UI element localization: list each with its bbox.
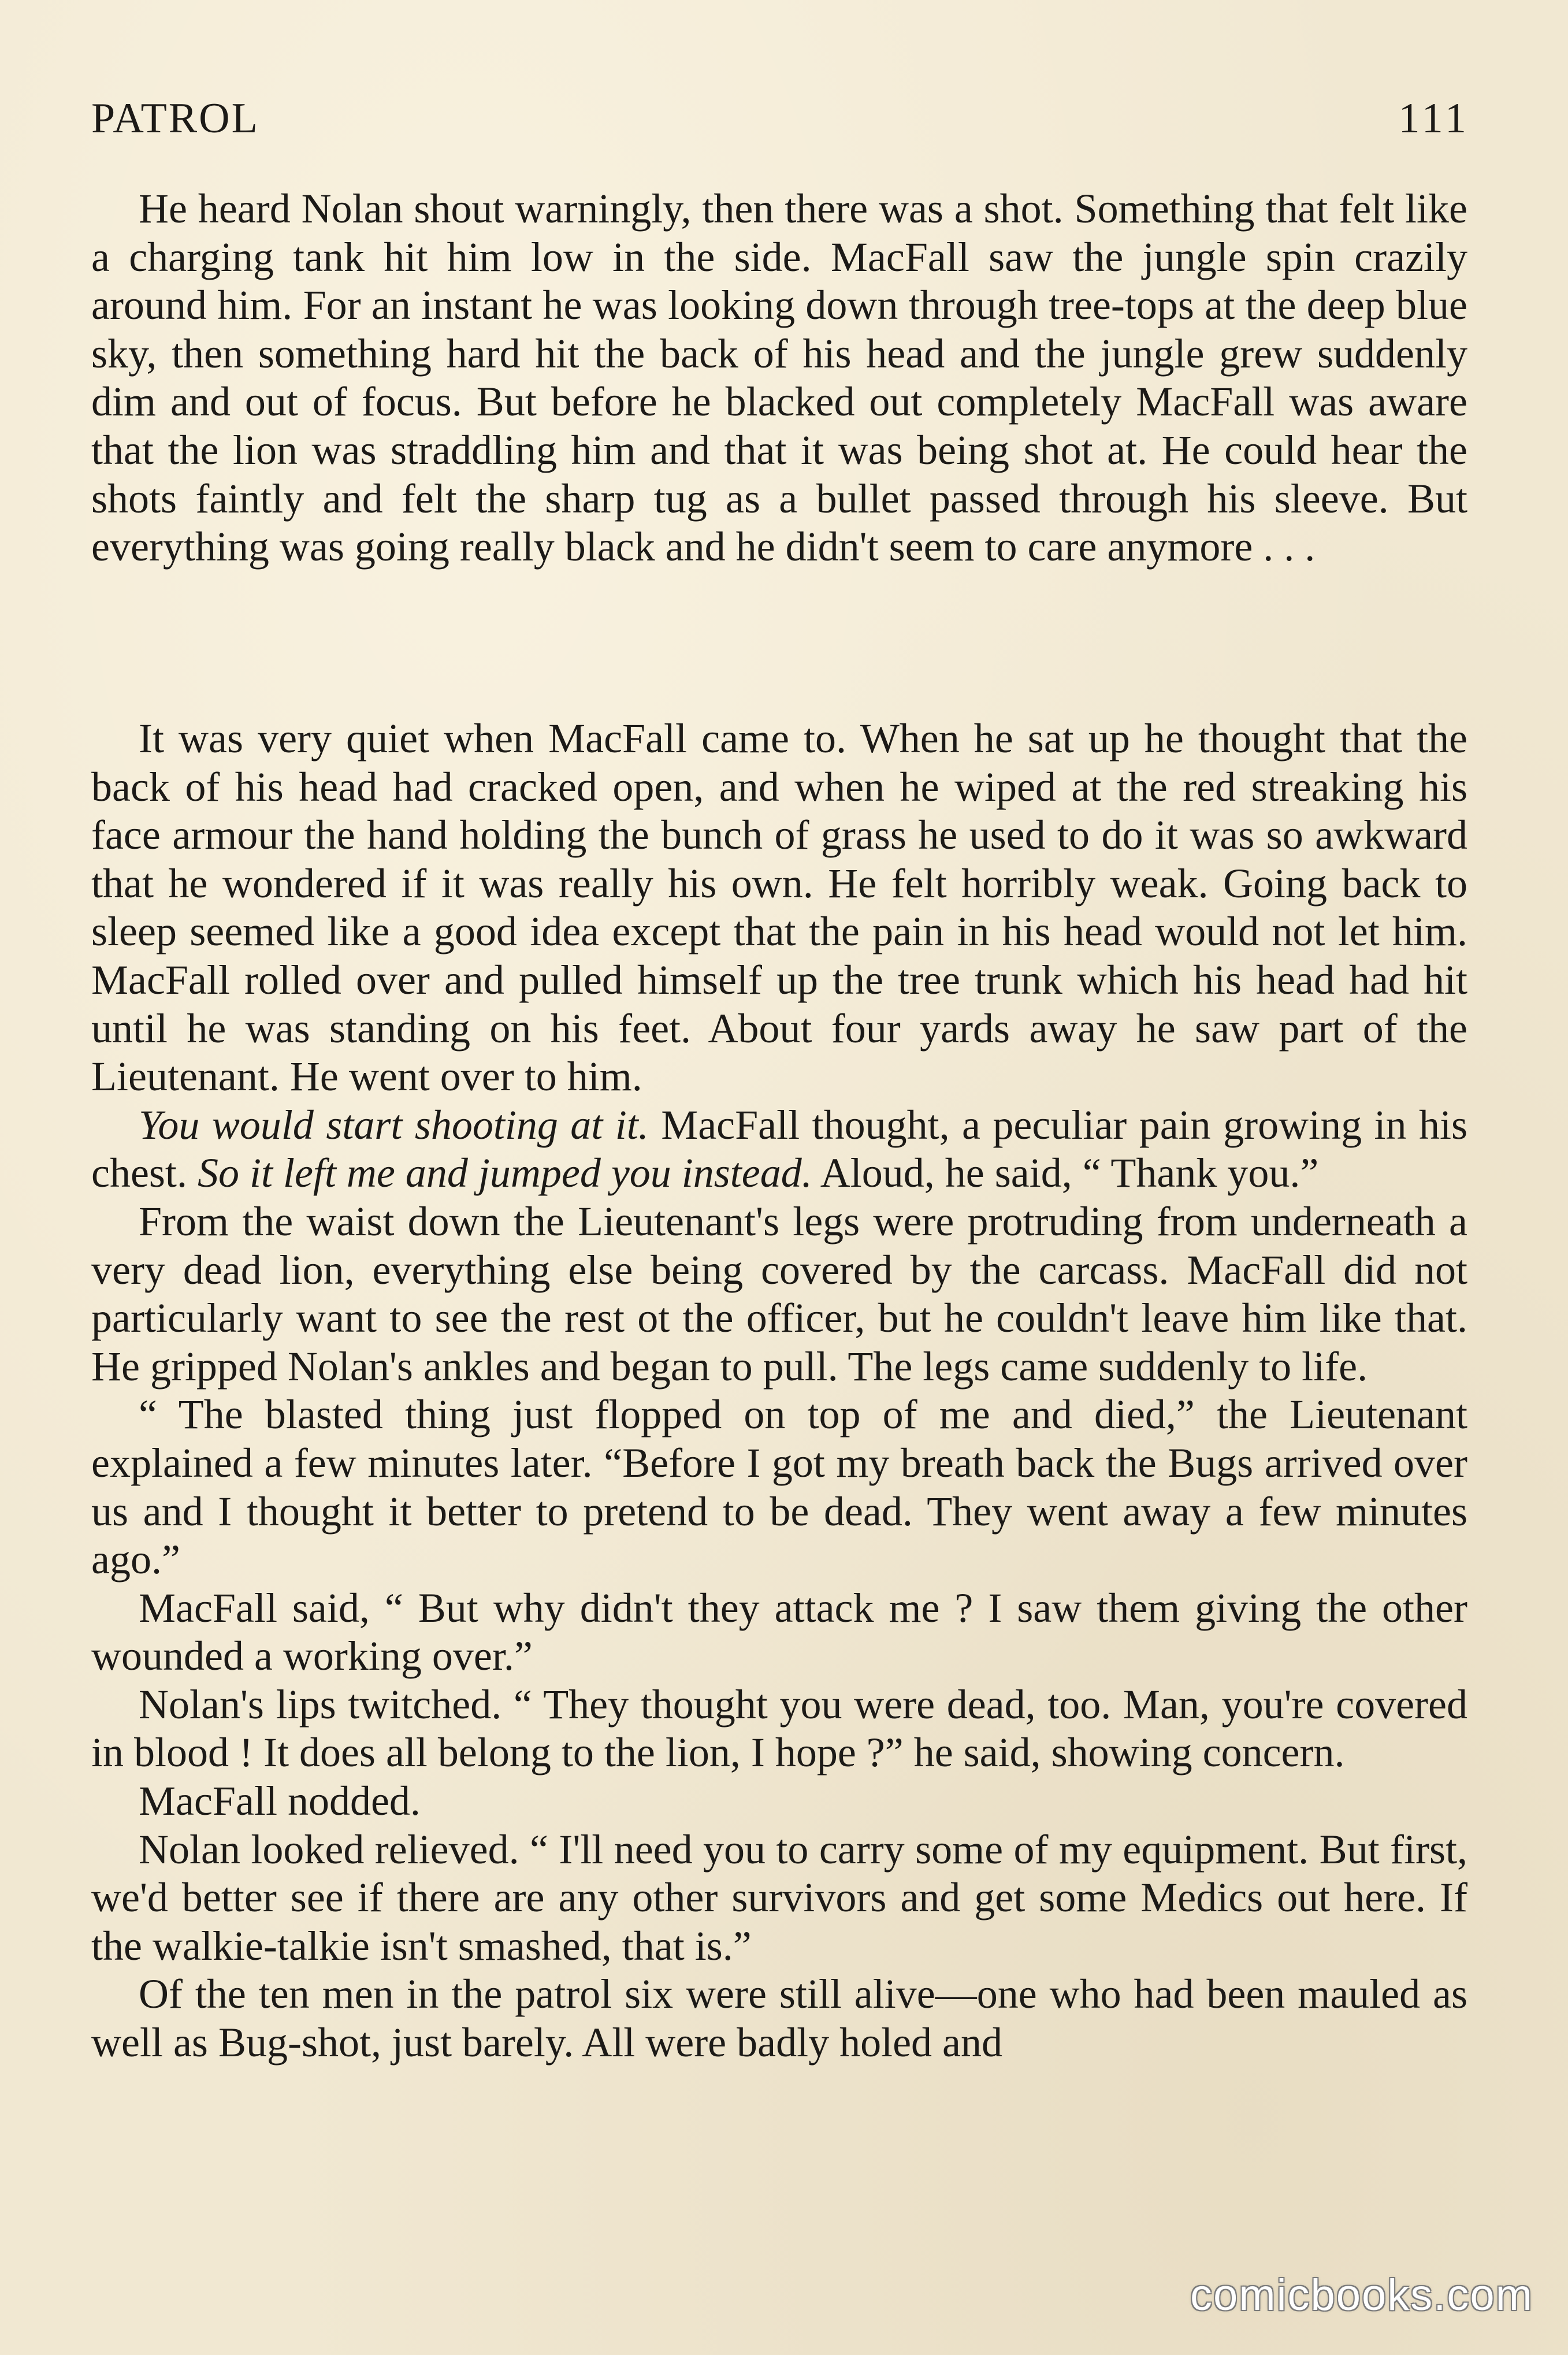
paragraph: “ The blasted thing just flopped on top of me and died,” the Lieutenant explained a few minutes later. “Before I got my breath back the Bugs arrived over us and I thought it better to pretend to be dead. They went away a few minutes ago.”	[91, 1391, 1467, 1583]
paragraph: MacFall nodded.	[139, 1778, 421, 1825]
italic-text: So it left me and jumped you instead.	[197, 1150, 812, 1197]
page-number: 111	[1398, 94, 1470, 142]
text-section-1	[91, 185, 1467, 571]
paragraph: It was very quiet when MacFall came to. When he sat up he thought that the back of his head had cracked open, and when he wiped at the red streaking his face armour the hand holding the bunch of grass he used to do it was so awkward that he wondered if it was really his own. He felt horribly weak. Going back to sleep seemed like a good idea except that the pain in his head would not let him. MacFall rolled over and pulled himself up the tree trunk which his head had hit until he was standing on his feet. About four yards away he saw part of the Lieutenant. He went over to him.	[91, 715, 1467, 1100]
paragraph: MacFall said, “ But why didn't they attack me ? I saw them giving the other wounded a working over.”	[91, 1584, 1467, 1680]
paragraph-text: MacFall thought, a peculiar pain growing in his chest.	[91, 1101, 1467, 1197]
paragraph	[91, 1101, 1467, 1198]
text-section-2	[91, 715, 1467, 2067]
paragraph-text: Aloud, he said, “ Thank you.”	[812, 1150, 1319, 1197]
italic-text: You would start shooting at it.	[139, 1101, 649, 1148]
chapter-title: PATROL	[91, 94, 259, 142]
paragraph: Nolan looked relieved. “ I'll need you to carry some of my equipment. But first, we'd better see if there are any other survivors and get some Medics out here. If the walkie-talkie isn't smashed, that is.”	[91, 1826, 1467, 1969]
paragraph: Of the ten men in the patrol six were still alive—one who had been mauled as well as Bug-shot, just barely. All were badly holed and	[91, 1971, 1467, 2066]
paragraph: He heard Nolan shout warningly, then there was a shot. Something that felt like a charging tank hit him low in the side. MacFall saw the jungle spin crazily around him. For an instant he was looking down through tree-tops at the deep blue sky, then something hard hit the back of his head and the jungle grew suddenly dim and out of focus. But before he blacked out completely MacFall was aware that the lion was straddling him and that it was being shot at. He could hear the shots faintly and felt the sharp tug as a bullet passed through his sleeve. But everything was going really black and he didn't seem to care anymore . . .	[91, 185, 1467, 570]
watermark: comicbooks.com	[1190, 2271, 1533, 2320]
running-head	[91, 87, 1470, 150]
paragraph: From the waist down the Lieutenant's legs were protruding from underneath a very dead lion, everything else being covered by the carcass. MacFall did not particularly want to see the rest ot the officer, but he couldn't leave him like that. He gripped Nolan's ankles and began to pull. The legs came suddenly to life.	[91, 1198, 1467, 1390]
paragraph: Nolan's lips twitched. “ They thought you were dead, too. Man, you're covered in blood ! It does all belong to the lion, I hope ?” he said, showing concern.	[91, 1681, 1467, 1776]
